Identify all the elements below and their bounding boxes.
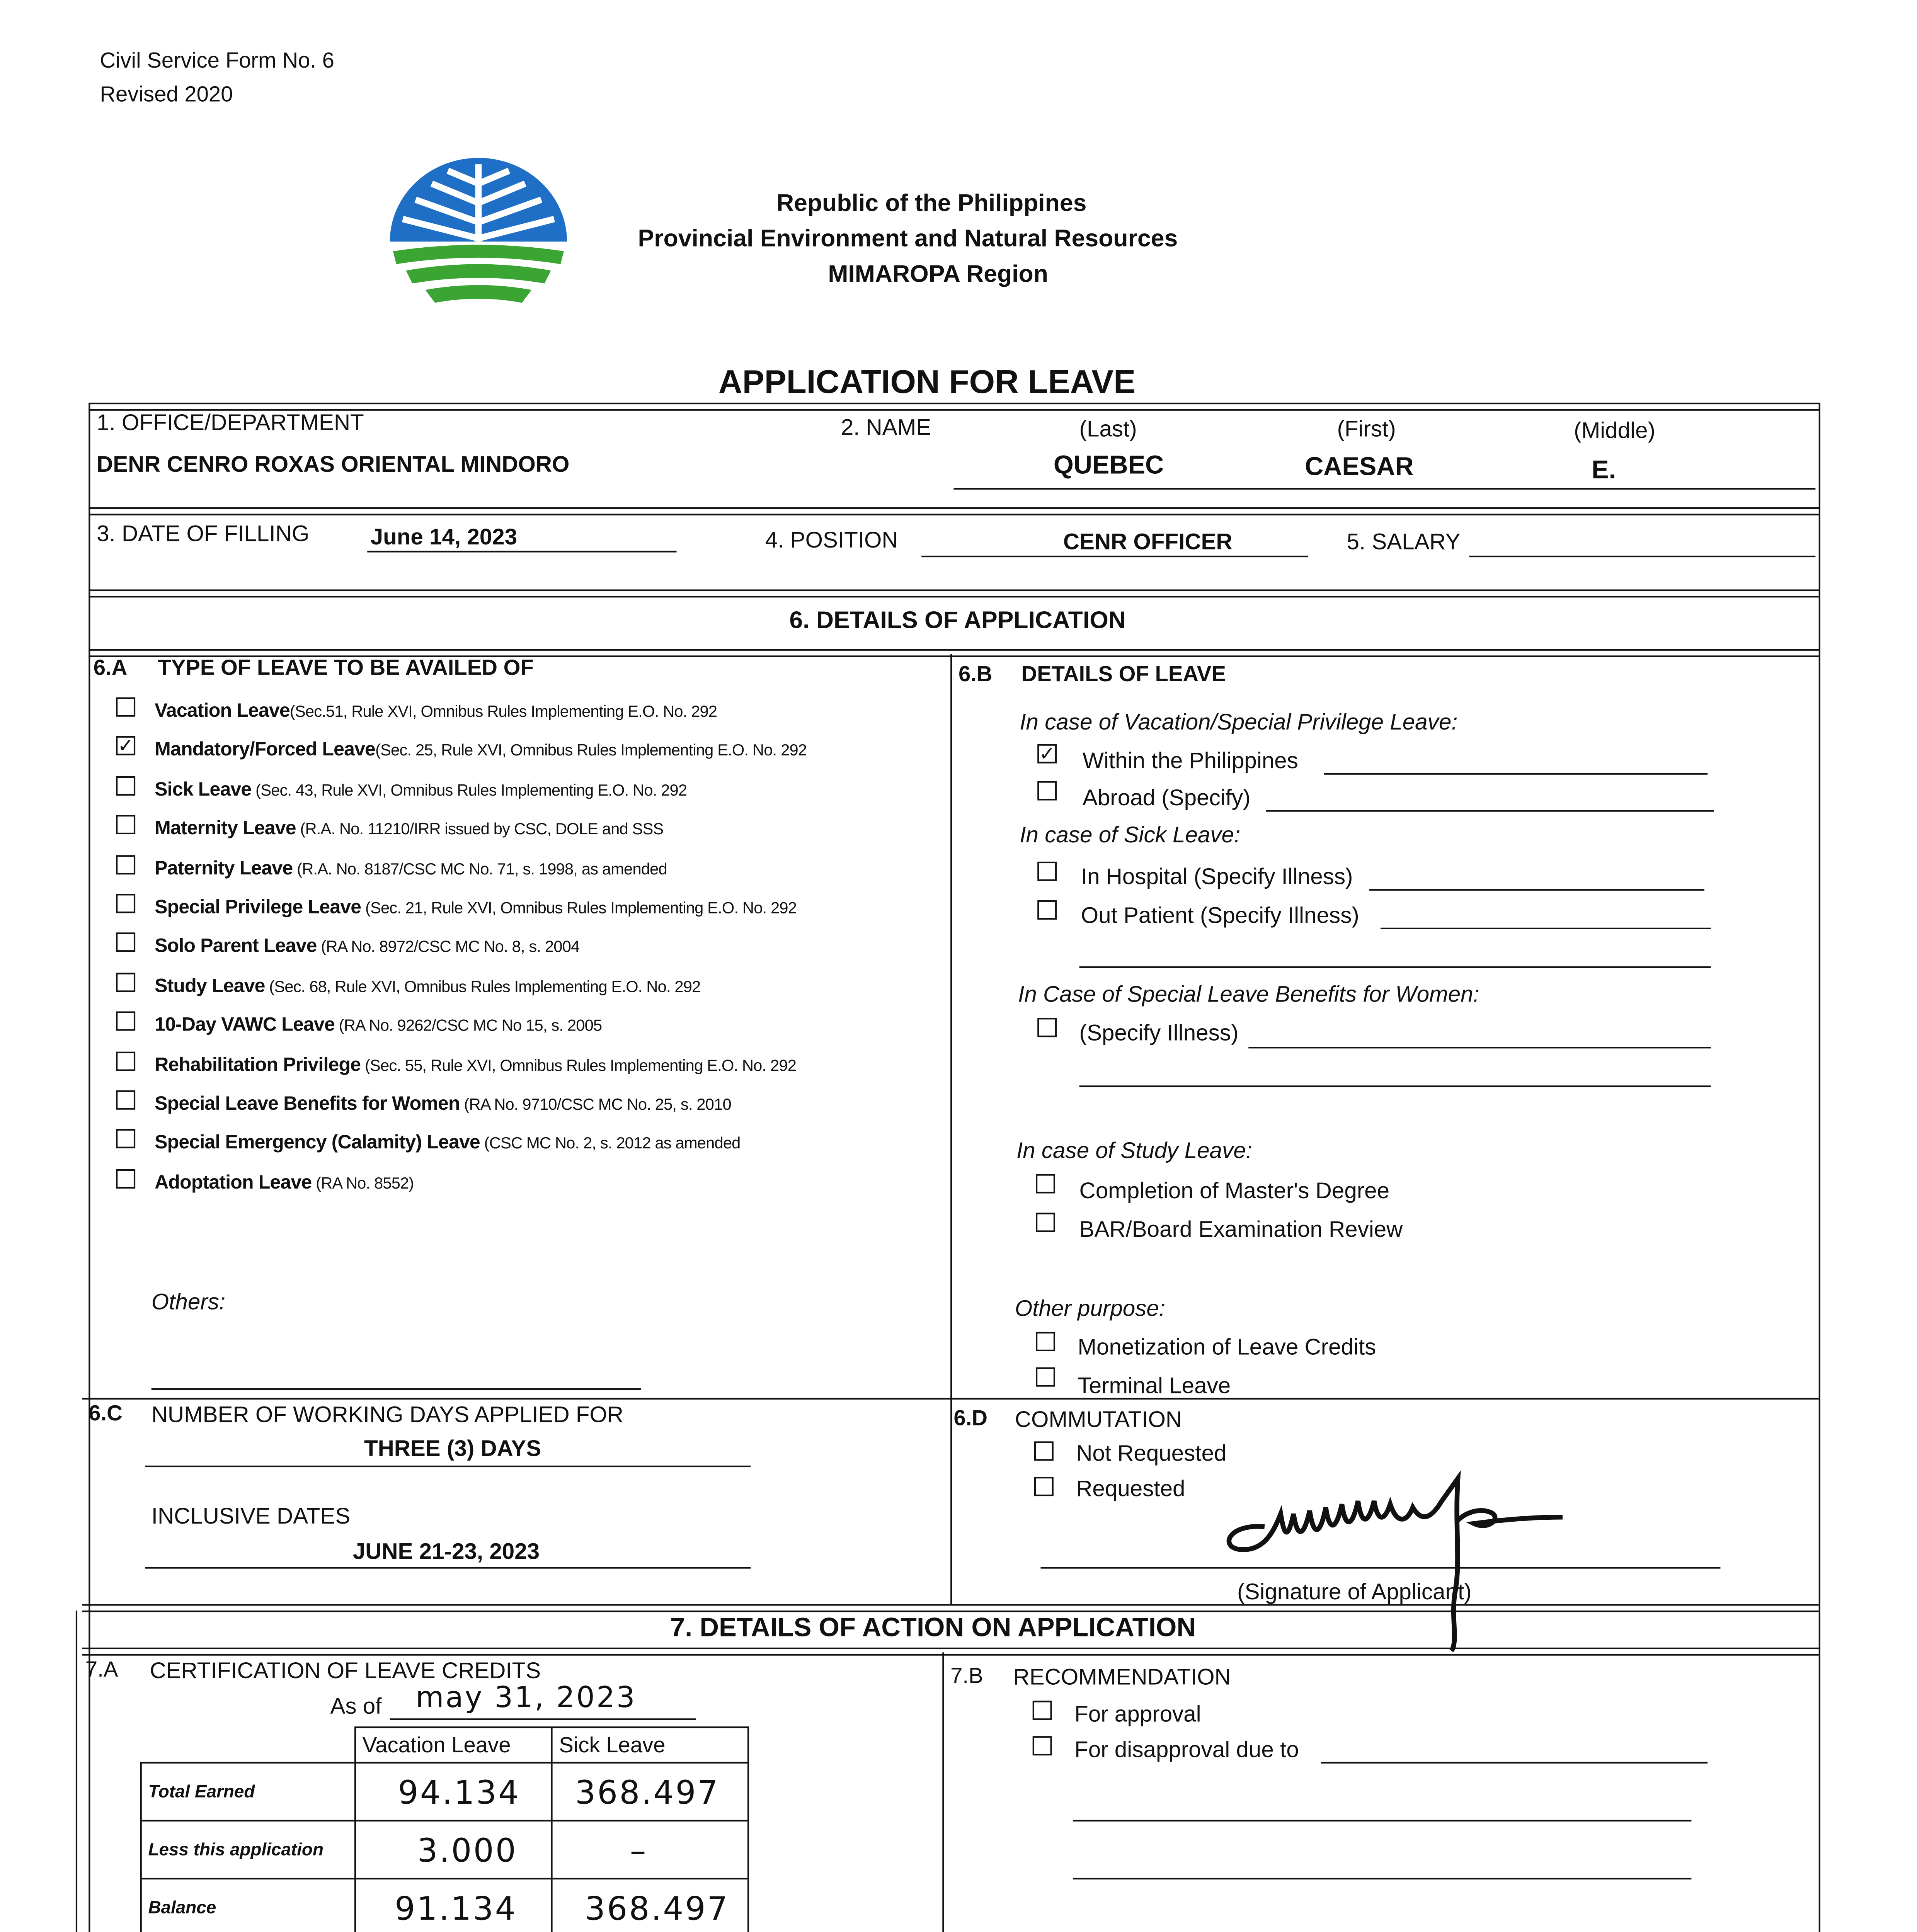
- for-disapproval-label: For disapproval due to: [1074, 1736, 1299, 1762]
- bar-review-label: BAR/Board Examination Review: [1079, 1216, 1403, 1242]
- leave-type-item: [155, 1167, 414, 1196]
- in-hospital-checkbox[interactable]: [1037, 862, 1057, 881]
- leave-type-checkbox[interactable]: ✓: [116, 736, 135, 756]
- balance-sick: 368.497: [552, 1879, 748, 1932]
- within-philippines-checkbox[interactable]: ✓: [1037, 744, 1057, 764]
- applicant-signature: [1216, 1466, 1579, 1659]
- section7-title: 7. DETAILS OF ACTION ON APPLICATION: [670, 1614, 1196, 1643]
- in-hospital-label: In Hospital (Specify Illness): [1081, 863, 1353, 889]
- leave-type-item: [155, 696, 717, 725]
- applicant-signature-label: (Signature of Applicant): [1237, 1578, 1472, 1604]
- leave-type-name: Solo Parent Leave: [155, 935, 317, 957]
- leave-type-checkbox[interactable]: [116, 1090, 135, 1110]
- leave-type-name: Special Leave Benefits for Women: [155, 1092, 460, 1115]
- total-earned-label: Total Earned: [141, 1763, 355, 1821]
- header-line2: Provincial Environment and Natural Resources: [638, 225, 1178, 253]
- leave-type-reference: (RA No. 9262/CSC MC No 15, s. 2005: [334, 1018, 602, 1036]
- as-of-value: may 31, 2023: [415, 1681, 637, 1715]
- out-patient-label: Out Patient (Specify Illness): [1081, 902, 1359, 928]
- leave-type-reference: (Sec. 25, Rule XVI, Omnibus Rules Implementing E.O. No. 292: [375, 743, 807, 761]
- leave-type-reference: (CSC MC No. 2, s. 2012 as amended: [480, 1136, 741, 1154]
- leave-type-checkbox[interactable]: [116, 855, 135, 874]
- women-heading: In Case of Special Leave Benefits for Women:: [1018, 981, 1479, 1007]
- first-name-label: (First): [1337, 415, 1396, 442]
- leave-type-reference: (Sec. 43, Rule XVI, Omnibus Rules Implementing E.O. No. 292: [251, 782, 687, 800]
- form-number: Civil Service Form No. 6: [100, 48, 334, 73]
- sick-heading: In case of Sick Leave:: [1020, 821, 1241, 847]
- sick-col-header: Sick Leave: [552, 1727, 748, 1763]
- for-approval-label: For approval: [1074, 1701, 1201, 1727]
- leave-type-name: Sick Leave: [155, 777, 252, 800]
- abroad-label: Abroad (Specify): [1082, 784, 1251, 810]
- leave-type-checkbox[interactable]: [116, 1012, 135, 1031]
- leave-type-item: [155, 1010, 602, 1039]
- as-of-label: As of: [330, 1692, 382, 1719]
- less-application-vacation: 3.000: [355, 1821, 552, 1879]
- leave-type-name: Vacation Leave: [155, 699, 290, 722]
- leave-type-checkbox[interactable]: [116, 697, 135, 717]
- leave-type-item: [155, 892, 797, 921]
- total-earned-sick: 368.497: [552, 1763, 748, 1821]
- leave-type-name: Adoptation Leave: [155, 1170, 312, 1193]
- vacation-heading: In case of Vacation/Special Privilege Leave:: [1020, 708, 1458, 735]
- inclusive-dates-label: INCLUSIVE DATES: [151, 1502, 351, 1529]
- leave-type-item: [155, 971, 700, 1000]
- not-requested-checkbox[interactable]: [1034, 1441, 1054, 1461]
- leave-type-checkbox[interactable]: [116, 973, 135, 992]
- leave-type-name: Paternity Leave: [155, 856, 293, 879]
- total-earned-vacation: 94.134: [355, 1763, 552, 1821]
- leave-type-reference: (R.A. No. 11210/IRR issued by CSC, DOLE and SSS: [296, 821, 664, 840]
- leave-type-item: [155, 1128, 740, 1157]
- leave-type-checkbox[interactable]: [116, 776, 135, 795]
- less-application-sick: –: [552, 1821, 748, 1879]
- for-approval-checkbox[interactable]: [1033, 1701, 1052, 1720]
- leave-type-checkbox[interactable]: [116, 815, 135, 835]
- section6c-number: 6.C: [89, 1401, 123, 1425]
- leave-type-name: Rehabilitation Privilege: [155, 1053, 361, 1075]
- leave-type-name: Special Privilege Leave: [155, 895, 361, 918]
- other-purpose-heading: Other purpose:: [1015, 1295, 1166, 1321]
- abroad-checkbox[interactable]: [1037, 781, 1057, 800]
- position-label: 4. POSITION: [765, 526, 898, 553]
- within-philippines-label: Within the Philippines: [1082, 747, 1298, 773]
- women-illness-checkbox[interactable]: [1037, 1018, 1057, 1037]
- masters-checkbox[interactable]: [1036, 1174, 1055, 1193]
- salary-label: 5. SALARY: [1347, 528, 1461, 554]
- requested-checkbox[interactable]: [1034, 1477, 1054, 1496]
- leave-type-reference: (Sec. 21, Rule XVI, Omnibus Rules Implementing E.O. No. 292: [361, 900, 797, 918]
- leave-type-item: [155, 814, 663, 843]
- middle-name-value: E.: [1591, 457, 1616, 485]
- last-name-value: QUEBEC: [1053, 452, 1164, 480]
- masters-label: Completion of Master's Degree: [1079, 1177, 1390, 1203]
- leave-type-item: [155, 1049, 796, 1078]
- date-filing-value: June 14, 2023: [370, 523, 518, 549]
- office-value: DENR CENRO ROXAS ORIENTAL MINDORO: [97, 451, 570, 477]
- for-disapproval-checkbox[interactable]: [1033, 1736, 1052, 1755]
- header-line3: MIMAROPA Region: [828, 261, 1048, 289]
- middle-name-label: (Middle): [1574, 417, 1655, 443]
- working-days-value: THREE (3) DAYS: [364, 1435, 541, 1461]
- last-name-label: (Last): [1079, 415, 1137, 442]
- less-application-label: Less this application: [141, 1821, 355, 1879]
- section7a-title: CERTIFICATION OF LEAVE CREDITS: [150, 1657, 541, 1683]
- section6b-number: 6.B: [958, 662, 993, 686]
- form-title: APPLICATION FOR LEAVE: [718, 364, 1136, 401]
- leave-type-reference: (RA No. 8552): [312, 1175, 414, 1193]
- balance-vacation: 91.134: [355, 1879, 552, 1932]
- leave-type-checkbox[interactable]: [116, 1169, 135, 1188]
- leave-type-name: Mandatory/Forced Leave: [155, 738, 376, 761]
- monetization-checkbox[interactable]: [1036, 1332, 1055, 1351]
- leave-type-item: [155, 932, 579, 961]
- leave-type-name: Study Leave: [155, 974, 265, 997]
- leave-type-name: Special Emergency (Calamity) Leave: [155, 1131, 480, 1154]
- leave-type-reference: (RA No. 8972/CSC MC No. 8, s. 2004: [317, 939, 580, 957]
- out-patient-checkbox[interactable]: [1037, 900, 1057, 920]
- inclusive-dates-value: JUNE 21-23, 2023: [352, 1538, 540, 1564]
- header-line1: Republic of the Philippines: [776, 190, 1087, 218]
- leave-type-reference: (Sec. 68, Rule XVI, Omnibus Rules Implementing E.O. No. 292: [265, 979, 701, 997]
- leave-type-checkbox[interactable]: [116, 1051, 135, 1070]
- leave-credits-table: [140, 1726, 749, 1932]
- terminal-leave-checkbox[interactable]: [1036, 1367, 1055, 1387]
- date-filing-label: 3. DATE OF FILLING: [97, 520, 310, 546]
- office-label: 1. OFFICE/DEPARTMENT: [97, 409, 364, 435]
- name-label: 2. NAME: [841, 414, 931, 440]
- leave-type-reference: (Sec.51, Rule XVI, Omnibus Rules Implementing E.O. No. 292: [289, 704, 717, 722]
- requested-label: Requested: [1076, 1475, 1185, 1501]
- leave-type-checkbox[interactable]: [116, 1129, 135, 1149]
- section7a-number: 7.A: [85, 1657, 118, 1682]
- study-heading: In case of Study Leave:: [1016, 1137, 1252, 1163]
- women-illness-label: (Specify Illness): [1079, 1019, 1239, 1046]
- leave-type-reference: (Sec. 55, Rule XVI, Omnibus Rules Implementing E.O. No. 292: [361, 1057, 797, 1075]
- section6a-title: TYPE OF LEAVE TO BE AVAILED OF: [158, 655, 534, 680]
- leave-type-checkbox[interactable]: [116, 933, 135, 952]
- section7b-title: RECOMMENDATION: [1013, 1663, 1231, 1690]
- others-label: Others:: [151, 1288, 226, 1315]
- first-name-value: CAESAR: [1305, 454, 1414, 482]
- section7b-number: 7.B: [950, 1663, 983, 1688]
- not-requested-label: Not Requested: [1076, 1440, 1227, 1466]
- section6d-title: COMMUTATION: [1015, 1406, 1182, 1432]
- balance-label: Balance: [141, 1879, 355, 1932]
- leave-type-reference: (R.A. No. 8187/CSC MC No. 71, s. 1998, as amended: [293, 861, 667, 879]
- section6b-title: DETAILS OF LEAVE: [1021, 662, 1226, 686]
- leave-type-name: Maternity Leave: [155, 816, 296, 840]
- leave-type-item: [155, 853, 667, 882]
- leave-type-item: [155, 1089, 731, 1118]
- vacation-col-header: Vacation Leave: [355, 1727, 552, 1763]
- leave-type-reference: (RA No. 9710/CSC MC No. 25, s. 2010: [460, 1097, 731, 1115]
- denr-logo: [383, 158, 574, 315]
- section6d-number: 6.D: [953, 1406, 988, 1430]
- section6-title: 6. DETAILS OF APPLICATION: [789, 607, 1126, 635]
- leave-type-item: [155, 735, 807, 764]
- terminal-leave-label: Terminal Leave: [1078, 1372, 1231, 1398]
- florida-signature: [371, 1925, 693, 1932]
- section6a-number: 6.A: [93, 655, 128, 680]
- form-revision: Revised 2020: [100, 82, 233, 107]
- leave-type-name: 10-Day VAWC Leave: [155, 1013, 335, 1036]
- position-value: CENR OFFICER: [1063, 528, 1233, 554]
- bar-review-checkbox[interactable]: [1036, 1213, 1055, 1232]
- monetization-label: Monetization of Leave Credits: [1078, 1333, 1376, 1359]
- leave-type-item: [155, 774, 687, 803]
- leave-type-checkbox[interactable]: [116, 894, 135, 913]
- section6c-title: NUMBER OF WORKING DAYS APPLIED FOR: [151, 1401, 624, 1427]
